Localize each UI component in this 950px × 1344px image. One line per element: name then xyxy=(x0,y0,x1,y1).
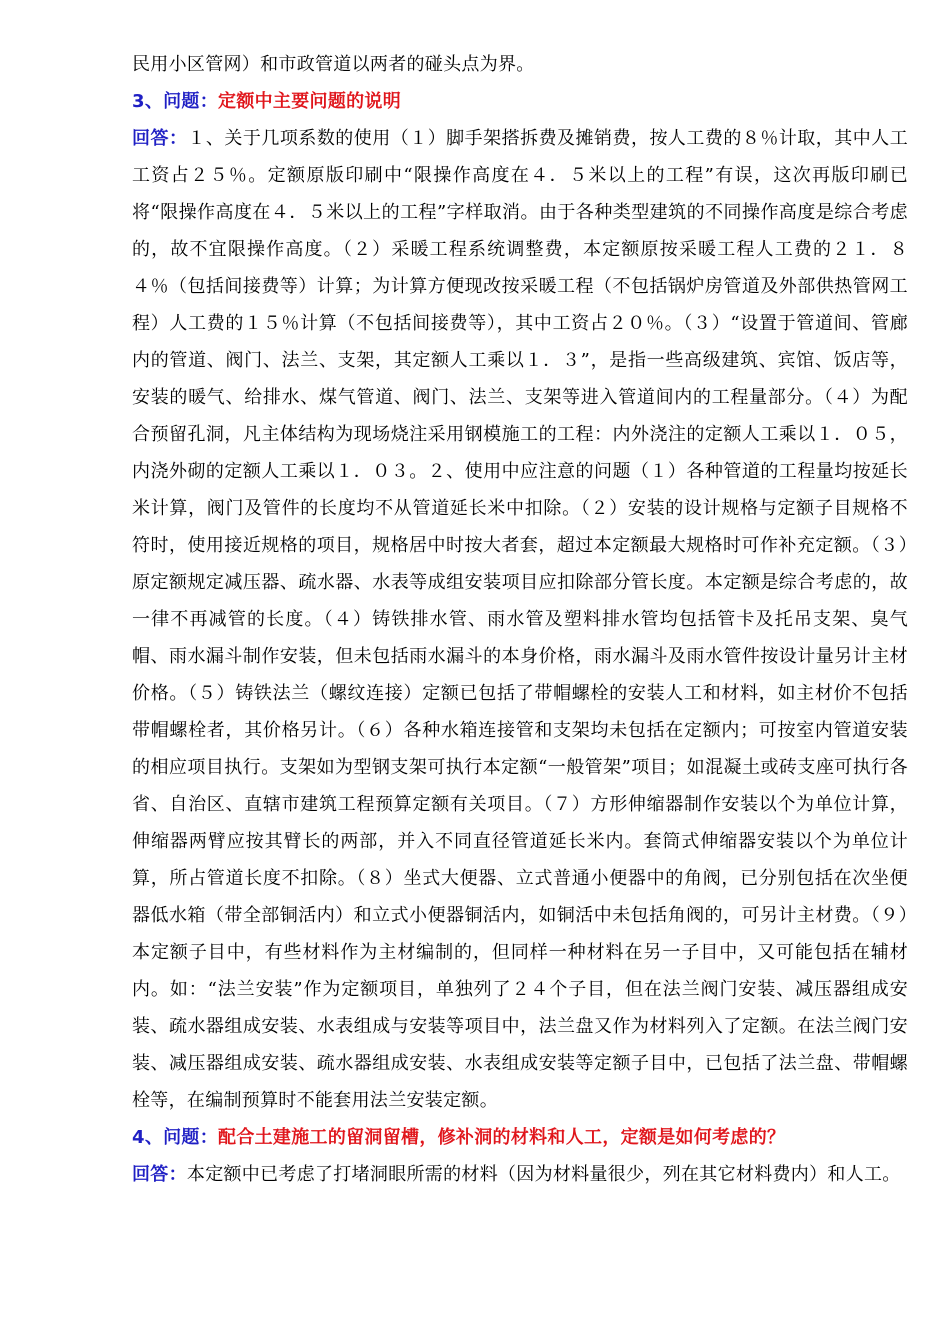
question-4-text: 配合土建施工的留洞留槽，修补洞的材料和人工，定额是如何考虑的？ xyxy=(218,1127,786,1148)
question-3-text: 定额中主要问题的说明 xyxy=(218,91,402,112)
document-page xyxy=(132,46,908,1193)
answer-3-label: 回答： xyxy=(132,128,188,149)
question-4 xyxy=(132,1119,908,1156)
continuation-paragraph xyxy=(132,46,908,83)
question-4-label: 4、问题： xyxy=(132,1127,219,1148)
answer-3-text: １、关于几项系数的使用（１）脚手架搭拆费及摊销费，按人工费的８％计取，其中人工工资占２５％。定额原版印刷中“限操作高度在４．５米以上的工程”有误，这次再版印刷已将“限操作高度在４．５米以上的工程”字样取消。由于各种类型建筑的不同操作高度是综合考虑的，故不宜限操作高度。（２）采暖工程系统调整费，本定额原按采暖工程人工费的２１．８４％（包括间接费等）计算；为计算方便现改按采暖工程（不包括锅炉房管道及外部供热管网工程）人工费的１５％计算（不包括间接费等），其中工资占２０％。（３）“设置于管道间、管廊内的管道、阀门、法兰、支架，其定额人工乘以１．３”，是指一些高级建筑、宾馆、饭店等，安装的暖气、给排水、煤气管道、阀门、法兰、支架等进入管道间内的工程量部分。（４）为配合预留孔洞，凡主体结构为现场烧注采用钢模施工的工程：内外浇注的定额人工乘以１．０５，内浇外砌的定额人工乘以１．０３。２、使用中应注意的问题（１）各种管道的工程量均按延长米计算，阀门及管件的长度均不从管道延长米中扣除。（２）安装的设计规格与定额子目规格不符时，使用接近规格的项目，规格居中时按大者套，超过本定额最大规格时可作补充定额。（３）原定额规定减压器、疏水器、水表等成组安装项目应扣除部分管长度。本定额是综合考虑的，故一律不再减管的长度。（４）铸铁排水管、雨水管及塑料排水管均包括管卡及托吊支架、臭气帽、雨水漏斗制作安装，但未包括雨水漏斗的本身价格，雨水漏斗及雨水管件按设计量另计主材价格。（５）铸铁法兰（螺纹连接）定额已包括了带帽螺栓的安装人工和材料，如主材价不包括带帽螺栓者，其价格另计。（６）各种水箱连接管和支架均未包括在定额内；可按室内管道安装的相应项目执行。支架如为型钢支架可执行本定额“一般管架”项目；如混凝土或砖支座可执行各省、自治区、直辖市建筑工程预算定额有关项目。（７）方形伸缩器制作安装以个为单位计算，伸缩器两臂应按其臂长的两部，并入不同直径管道延长米内。套筒式伸缩器安装以个为单位计算，所占管道长度不扣除。（８）坐式大便器、立式普通小便器中的角阀，已分别包括在次坐便器低水箱（带全部铜活内）和立式小便器铜活内，如铜活中未包括角阀的，可另计主材费。（９）本定额子目中，有些材料作为主材编制的，但同样一种材料在另一子目中，又可能包括在辅材内。如：“法兰安装”作为定额项目，单独列了２４个子目，但在法兰阀门安装、减压器组成安装、疏水器组成安装、水表组成与安装等项目中，法兰盘又作为材料列入了定额。在法兰阀门安装、减压器组成安装、疏水器组成安装、水表组成安装等定额子目中，已包括了法兰盘、带帽螺栓等，在编制预算时不能套用法兰安装定额。 xyxy=(132,128,908,1111)
question-3-label: 3、问题： xyxy=(132,91,219,112)
question-3 xyxy=(132,83,908,120)
answer-4 xyxy=(132,1156,908,1193)
continuation-text: 民用小区管网）和市政管道以两者的碰头点为界。 xyxy=(132,54,535,75)
answer-4-text: 本定额中已考虑了打堵洞眼所需的材料（因为材料量很少，列在其它材料费内）和人工。 xyxy=(186,1164,901,1185)
answer-4-label: 回答： xyxy=(132,1164,187,1185)
answer-3 xyxy=(132,120,908,1119)
